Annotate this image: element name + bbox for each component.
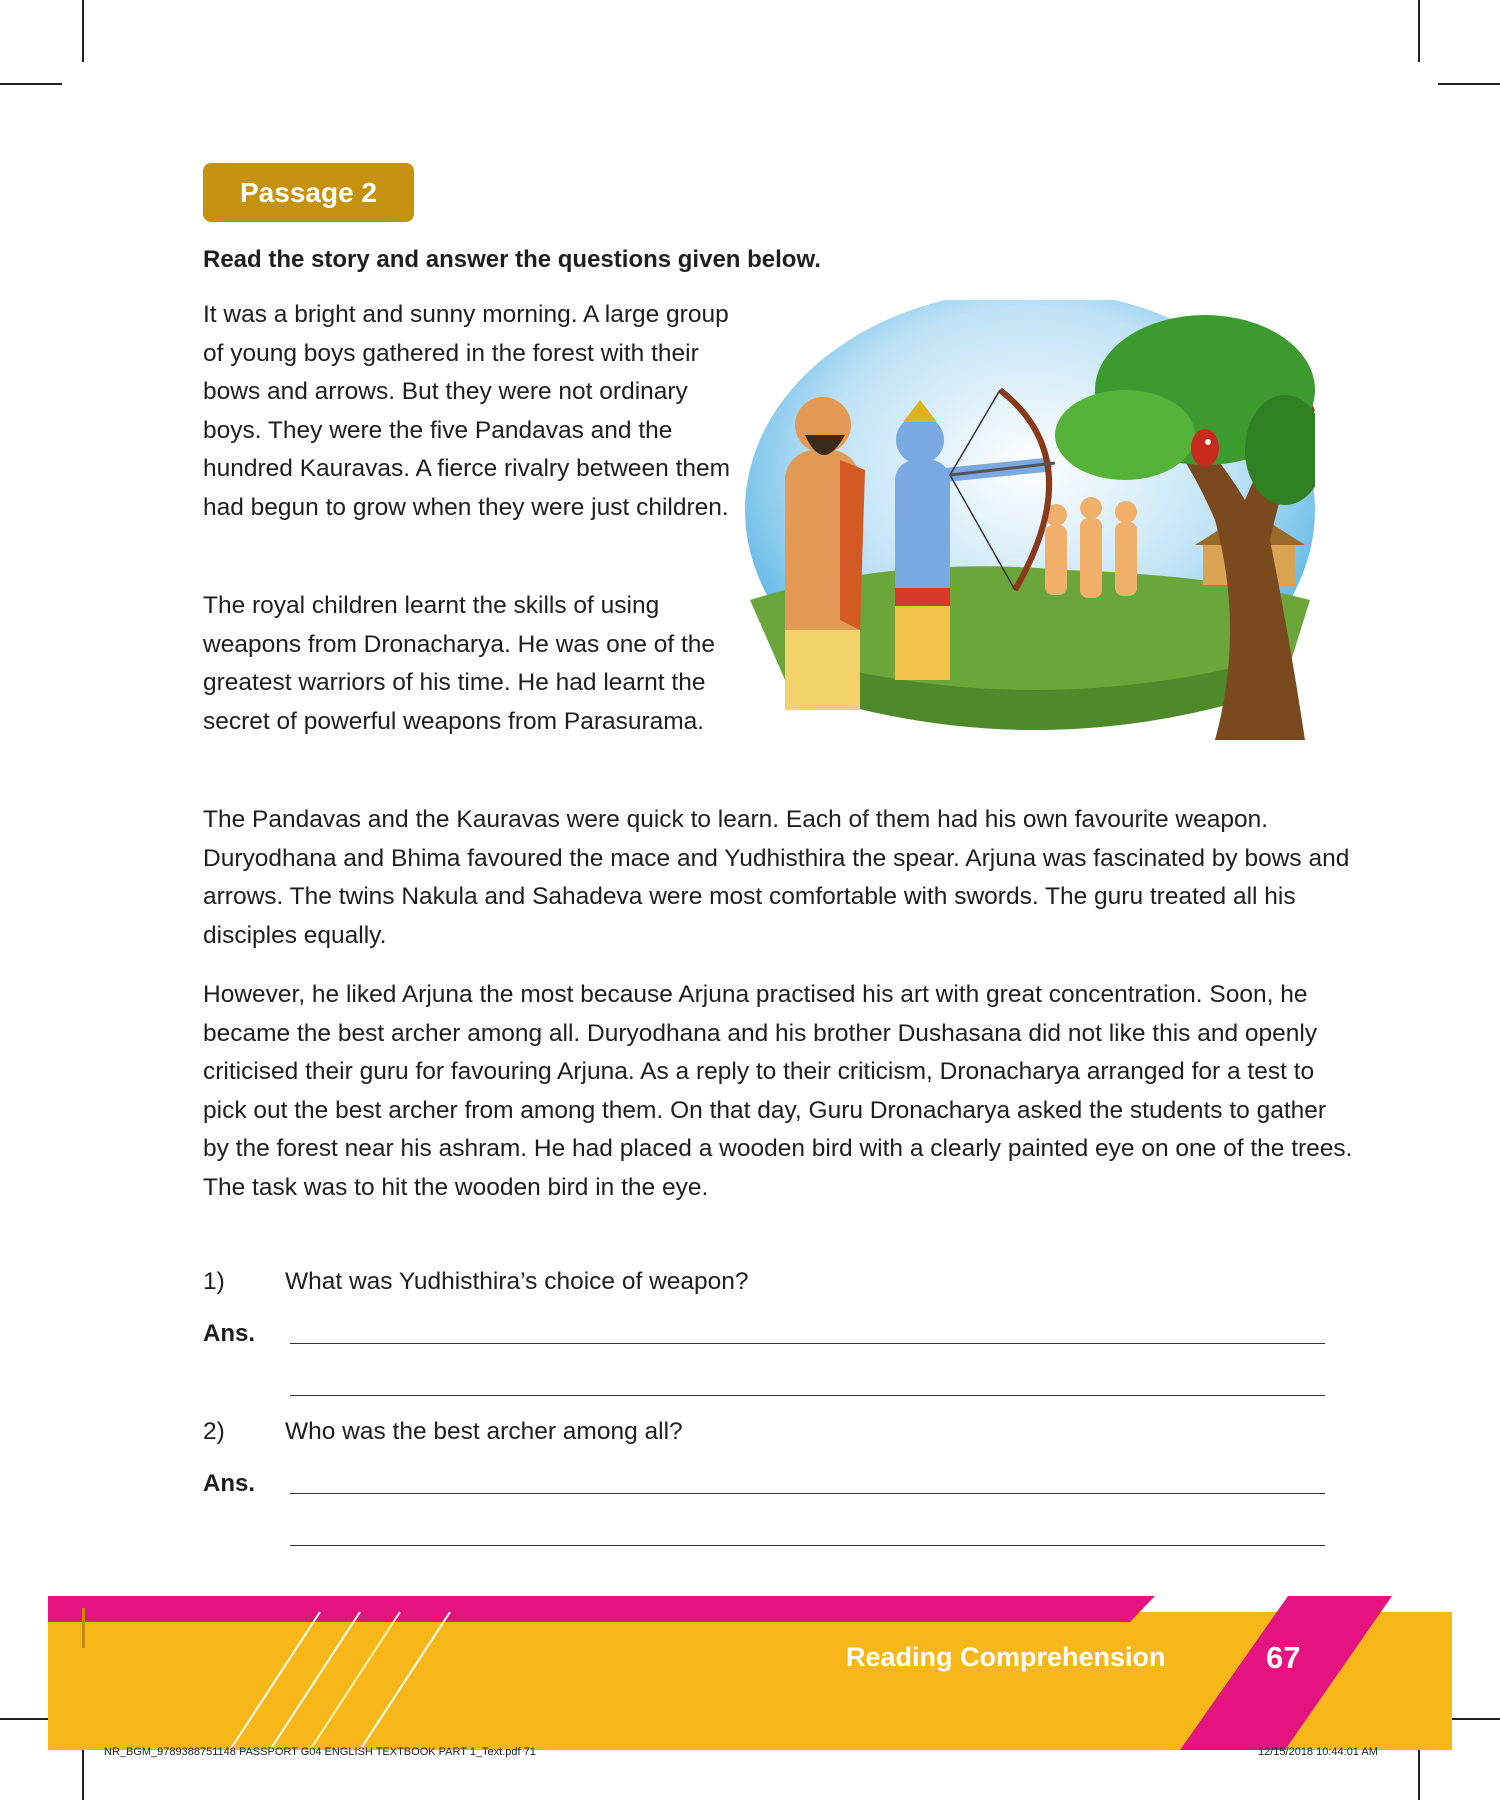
question-number: 1) xyxy=(203,1268,225,1295)
archery-illustration xyxy=(745,300,1315,750)
arjuna-body xyxy=(895,460,950,610)
crop-mark xyxy=(82,0,84,62)
answer-line[interactable] xyxy=(290,1343,1325,1344)
students-group xyxy=(1045,497,1137,598)
wooden-bird xyxy=(1191,429,1219,467)
answer-label: Ans. xyxy=(203,1470,256,1497)
passage-paragraph-1: It was a bright and sunny morning. A large group of young boys gathered in the forest with their bows and arrows. But they were not ordinary boys. They were the five Pandavas and the hundred Kauravas. A fierce rivalry between them had begun to grow when they were just children. xyxy=(203,301,731,521)
crop-mark xyxy=(1438,83,1500,85)
answer-line[interactable] xyxy=(290,1395,1325,1396)
bird-eye xyxy=(1205,439,1211,445)
arjuna-sash xyxy=(895,588,950,606)
passage-paragraph-4: However, he liked Arjuna the most because Arjuna practised his art with great concentration. Soon, he became the best archer among all. Duryodhana and his brother Dushasana did not like this and openly criticised their guru for favouring Arjuna. As a reply to their criticism, Dronacharya arranged for a test to pick out the best archer from among them. On that day, Guru Dronacharya asked the students to gather by the forest near his ashram. He had placed a wooden bird with a clearly painted eye on one of the trees. The task was to hit the wooden bird in the eye. xyxy=(203,981,1353,1201)
instruction-heading: Read the story and answer the questions given below. xyxy=(203,246,821,273)
footer-edge-tick xyxy=(82,1608,85,1648)
crop-mark xyxy=(1418,0,1420,62)
answer-label: Ans. xyxy=(203,1320,256,1347)
page-number: 67 xyxy=(1266,1640,1301,1675)
answer-line[interactable] xyxy=(290,1545,1325,1546)
question-number: 2) xyxy=(203,1418,225,1445)
answer-line[interactable] xyxy=(290,1493,1325,1494)
question-text: What was Yudhisthira’s choice of weapon? xyxy=(285,1268,749,1295)
passage-paragraph-2: The royal children learnt the skills of using weapons from Dronacharya. He was one of the greatest warriors of his time. He had learnt the secret of powerful weapons from Parasurama. xyxy=(203,592,716,735)
file-slug: NR_BGM_9789388751148 PASSPORT G04 ENGLISH TEXTBOOK PART 1_Text.pdf 71 xyxy=(104,1746,536,1758)
question-text: Who was the best archer among all? xyxy=(285,1418,683,1445)
print-timestamp: 12/15/2018 10:44:01 AM xyxy=(1258,1746,1378,1758)
guru-cloth xyxy=(785,630,860,710)
passage-paragraph-3: The Pandavas and the Kauravas were quick to learn. Each of them had his own favourite weapon. Duryodhana and Bhima favoured the mace and Yudhisthira the spear. Arjuna was fascinated by bows and arrows. The twins Nakula and Sahadeva were most comfortable with swords. The guru treated all his disciples equally. xyxy=(203,806,1350,949)
passage-badge: Passage 2 xyxy=(203,163,414,222)
section-title: Reading Comprehension xyxy=(846,1642,1166,1672)
footer-magenta-stripe xyxy=(48,1596,1155,1622)
tree-canopy xyxy=(1055,390,1195,480)
crop-mark xyxy=(0,83,62,85)
arjuna-head xyxy=(896,416,944,464)
